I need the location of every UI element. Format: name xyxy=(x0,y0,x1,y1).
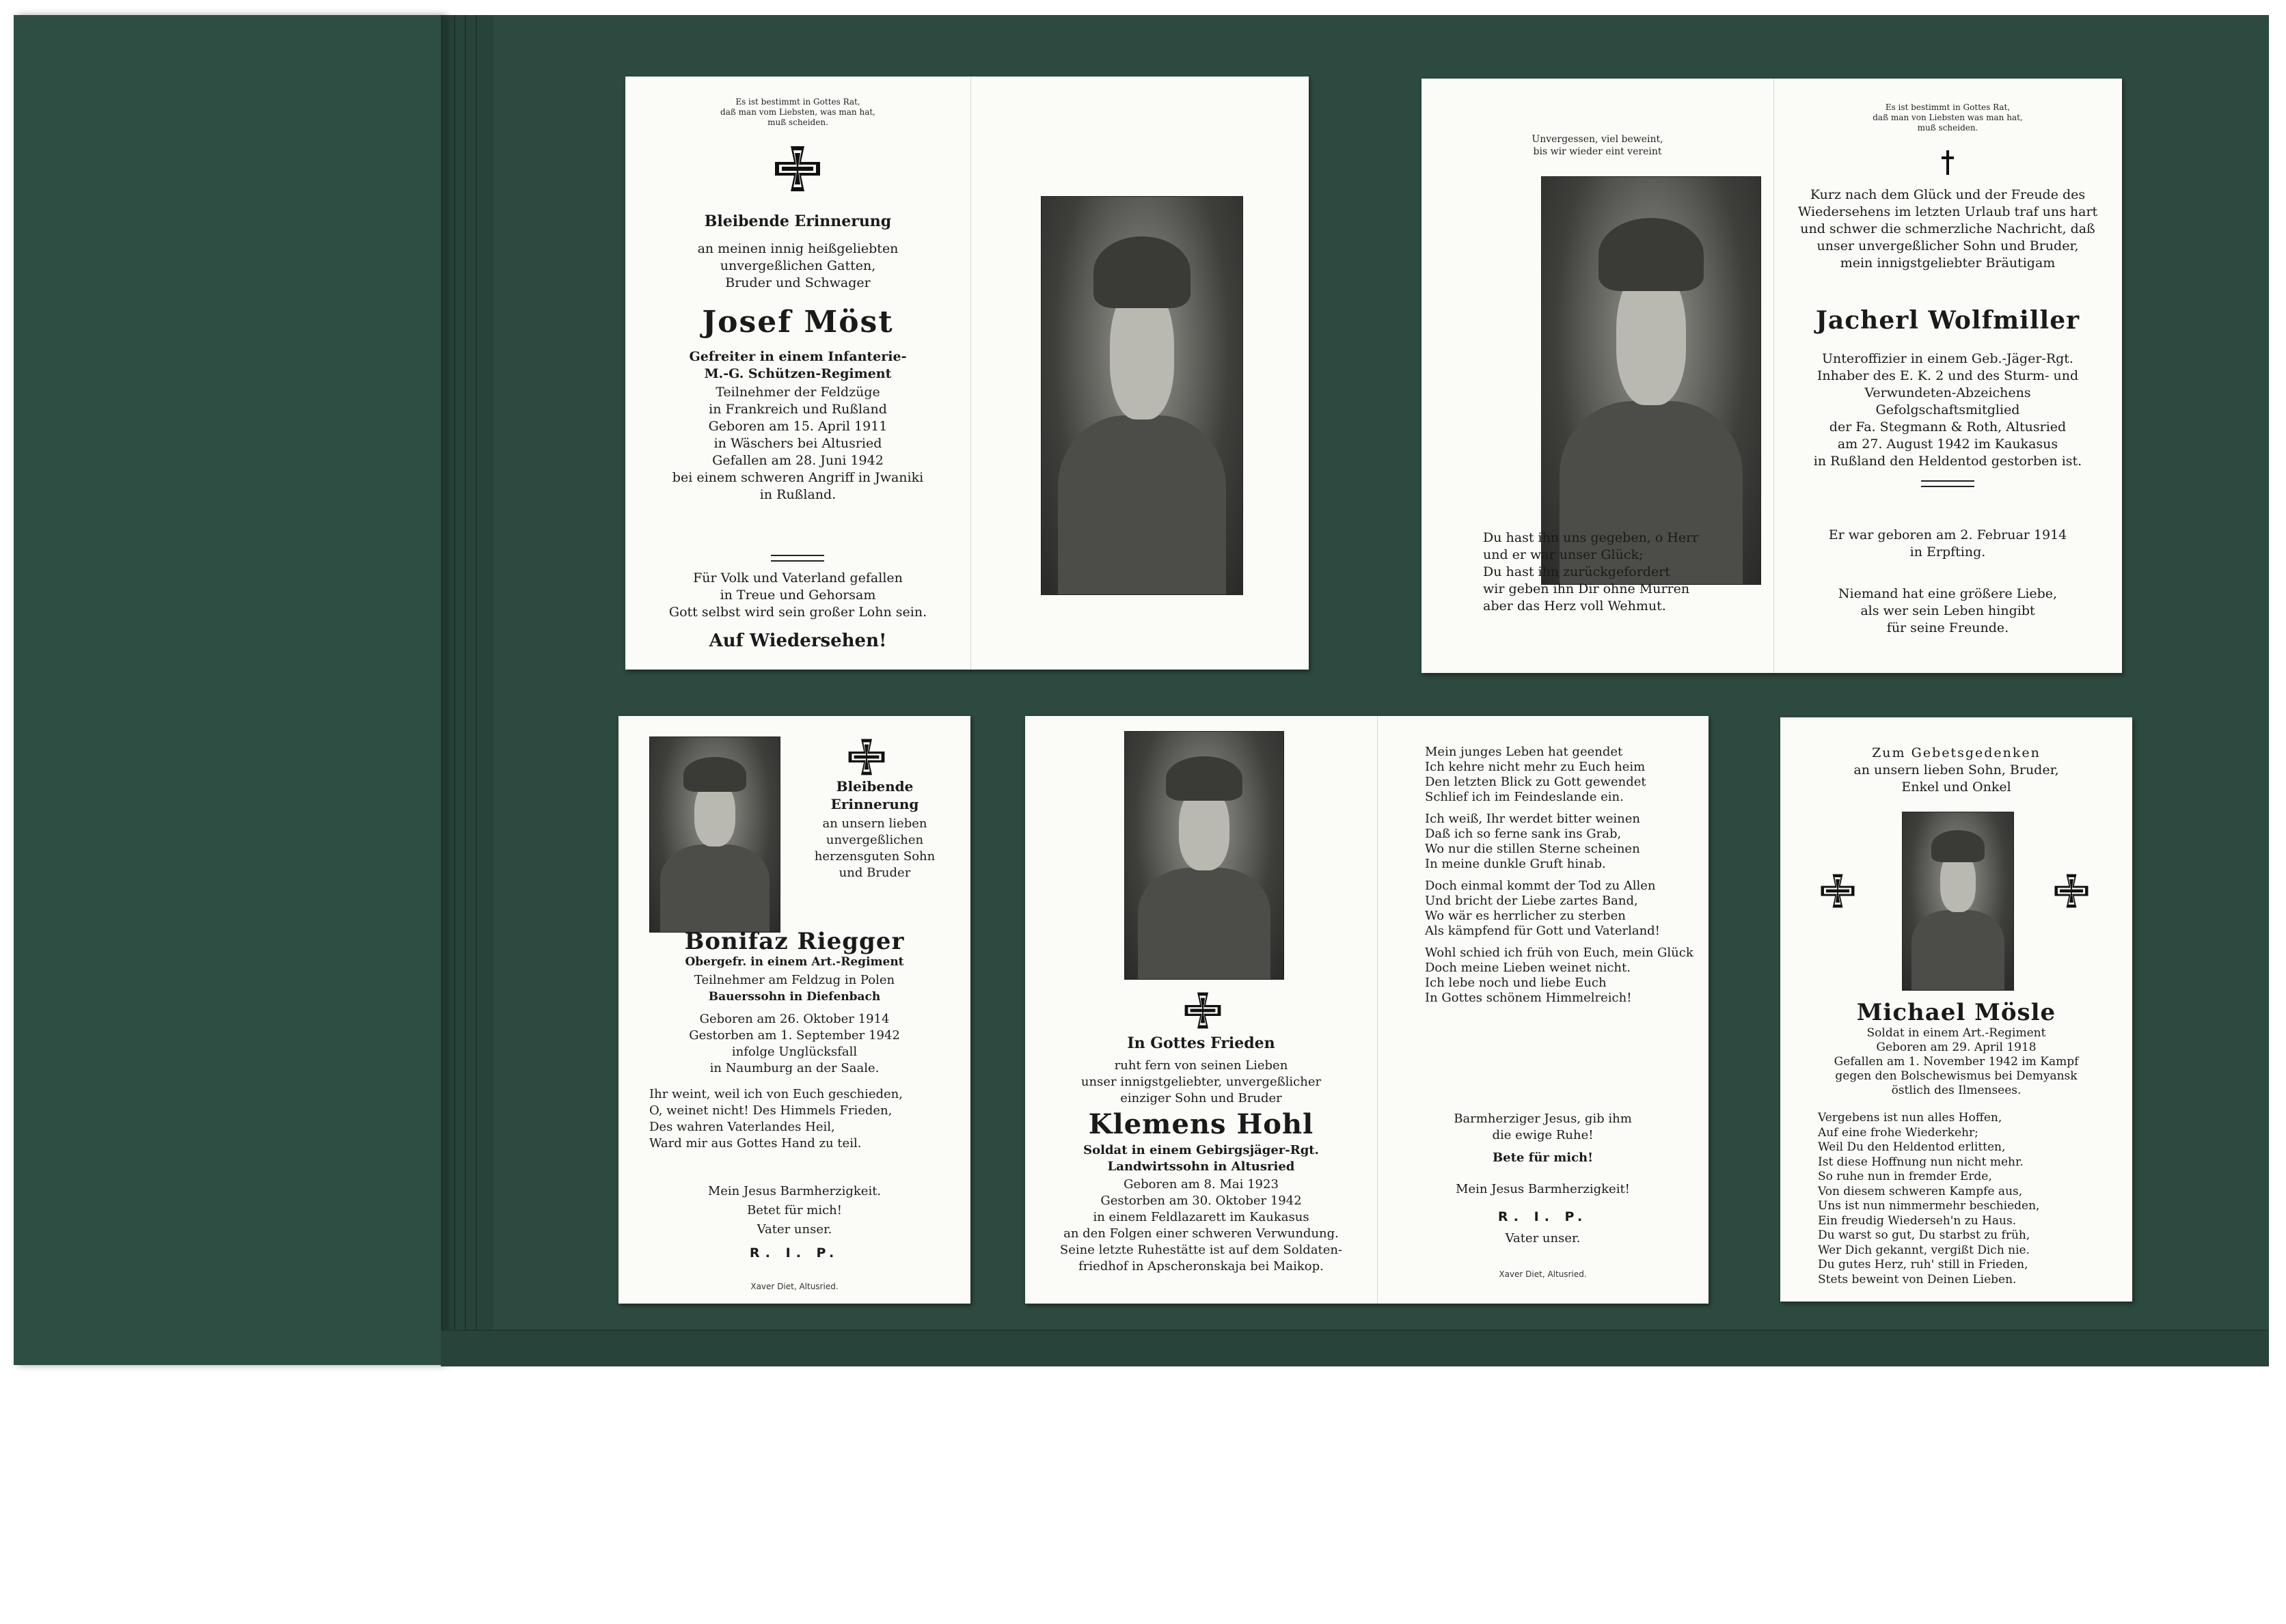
detail-line: Gefolgschaftsmitglied xyxy=(1875,402,2020,417)
rank-line: M.-G. Schützen-Regiment xyxy=(704,366,892,381)
detail-line: Soldat in einem Art.-Regiment xyxy=(1866,1026,2046,1040)
poem-line: Wohl schied ich früh von Euch, mein Glück xyxy=(1425,946,1693,960)
album-bottom-edge xyxy=(441,1330,2269,1366)
intro-line: einziger Sohn und Bruder xyxy=(1120,1091,1282,1105)
card-born xyxy=(1773,527,2122,561)
card-prayer xyxy=(1377,1111,1709,1144)
card-intro xyxy=(793,816,957,881)
detail-line: Geboren am 29. April 1918 xyxy=(1876,1041,2037,1054)
born-line: in Erpfting. xyxy=(1909,545,1986,560)
verse-line: Von diesem schweren Kampfe aus, xyxy=(1818,1184,2023,1198)
card-campaign: Teilnehmer am Feldzug in Polen xyxy=(694,973,895,987)
verse-line: Vergebens ist nun alles Hoffen, xyxy=(1818,1111,2002,1125)
card-closing xyxy=(625,570,970,621)
deceased-name: Michael Mösle xyxy=(1856,999,2056,1026)
card-wolfmiller xyxy=(1421,79,2122,673)
detail-line: in Rußland den Heldentod gestorben ist. xyxy=(1813,454,2082,469)
card-motto xyxy=(1421,133,1773,158)
detail-line: in Frankreich und Rußland xyxy=(709,402,887,417)
spine-crease xyxy=(476,15,477,1365)
detail-line: Teilnehmer der Feldzüge xyxy=(716,385,880,400)
iron-cross-icon xyxy=(847,738,886,776)
album-spine xyxy=(446,15,493,1365)
verse-line: Du warst so gut, Du starbst zu früh, xyxy=(1818,1228,2030,1242)
intro-line: herzensguten Sohn xyxy=(814,849,936,864)
heading-line: Erinnerung xyxy=(830,796,919,812)
detail-line: Unteroffizier in einem Geb.-Jäger-Rgt. xyxy=(1822,351,2073,366)
rank-line: Gefreiter in einem Infanterie- xyxy=(689,349,907,364)
detail-line: infolge Unglücksfall xyxy=(731,1045,858,1059)
card-details xyxy=(625,384,970,504)
card-heading xyxy=(793,777,957,813)
detail-line: Gefallen am 1. November 1942 im Kampf xyxy=(1834,1055,2079,1069)
rank-line: Landwirtssohn in Altusried xyxy=(1107,1159,1295,1174)
detail-line: östlich des Ilmensees. xyxy=(1891,1084,2022,1097)
divider xyxy=(1921,480,1974,487)
card-occupation: Bauerssohn in Diefenbach xyxy=(708,990,881,1004)
paternoster: Vater unser. xyxy=(1505,1231,1581,1245)
card-intro xyxy=(1780,745,2132,796)
latin-cross-icon xyxy=(1940,150,1955,175)
closing-line: Gott selbst wird sein großer Lohn sein. xyxy=(668,605,927,620)
deceased-name: Klemens Hohl xyxy=(1088,1108,1314,1140)
card-details xyxy=(1777,350,2119,470)
verse-line: Auf eine frohe Wiederkehr; xyxy=(1818,1125,1978,1140)
card-intro xyxy=(1025,1058,1377,1107)
card-rank: Obergefr. in einem Art.-Regiment xyxy=(685,955,904,969)
verse-line: wir geben ihn Dir ohne Murren xyxy=(1483,581,1690,596)
card-motto xyxy=(625,97,970,128)
card-hohl xyxy=(1025,716,1709,1304)
closing-line: für seine Freunde. xyxy=(1886,620,2009,635)
deceased-name: Jacherl Wolfmiller xyxy=(1815,306,2080,335)
card-closing xyxy=(1773,586,2122,637)
verse-line: Ist diese Hoffnung nun nicht mehr. xyxy=(1818,1155,2024,1169)
card-fold xyxy=(1773,79,1774,673)
iron-cross-icon xyxy=(774,145,821,193)
verse-line: Weil Du den Heldentod erlitten, xyxy=(1818,1140,2006,1154)
motto-line: muß scheiden. xyxy=(767,118,828,127)
detail-line: gegen den Bolschewismus bei Demyansk xyxy=(1835,1069,2078,1083)
card-intro xyxy=(625,240,970,292)
poem-line: Als kämpfend für Gott und Vaterland! xyxy=(1425,924,1660,938)
detail-line: bei einem schweren Angriff in Jwaniki xyxy=(672,470,924,485)
poem-line: Mein junges Leben hat geendet xyxy=(1425,745,1623,759)
card-verse xyxy=(1818,1111,2112,1287)
card-fold xyxy=(970,77,971,670)
card-rank xyxy=(1025,1142,1377,1175)
detail-line: Gestorben am 30. Oktober 1942 xyxy=(1100,1194,1302,1208)
card-heading: In Gottes Frieden xyxy=(1127,1034,1275,1052)
card-moesle xyxy=(1780,717,2132,1302)
closing-line: Niemand hat eine größere Liebe, xyxy=(1838,586,2058,601)
intro-line: Zum Gebetsgedenken xyxy=(1872,745,2041,760)
card-details xyxy=(1780,1026,2132,1098)
poem-line: Wo nur die stillen Sterne scheinen xyxy=(1425,842,1640,856)
detail-line: in Wäschers bei Altusried xyxy=(713,436,882,451)
poem-line: Wo wär es herrlicher zu sterben xyxy=(1425,909,1626,923)
intro-line: unvergeßlichen Gatten, xyxy=(720,258,876,273)
intercession: Mein Jesus Barmherzigkeit! xyxy=(1456,1182,1630,1196)
printer-credit: Xaver Diet, Altusried. xyxy=(750,1282,839,1291)
rip-text: R. I. P. xyxy=(749,1245,840,1261)
detail-line: Geboren am 8. Mai 1923 xyxy=(1124,1177,1279,1192)
motto-line: muß scheiden. xyxy=(1917,123,1978,133)
closing-line: als wer sein Leben hingibt xyxy=(1860,603,2035,618)
intro-line: mein innigstgeliebter Bräutigam xyxy=(1840,256,2056,271)
card-details xyxy=(618,1011,970,1077)
intro-line: an unsern lieben xyxy=(822,816,927,831)
detail-line: Geboren am 26. Oktober 1914 xyxy=(699,1012,890,1026)
verse-line: Uns ist nun nimmermehr beschieden, xyxy=(1818,1199,2040,1213)
intro-line: und schwer die schmerzliche Nachricht, daß xyxy=(1800,221,2095,236)
portrait-photo xyxy=(1041,196,1243,595)
stanza-gap xyxy=(1425,872,1698,879)
intro-line: und Bruder xyxy=(839,866,911,880)
verse-line: Ihr weint, weil ich von Euch geschieden, xyxy=(649,1087,903,1101)
detail-line: Gefallen am 28. Juni 1942 xyxy=(712,453,884,468)
motto-line: Unvergessen, viel beweint, xyxy=(1532,134,1663,145)
poem-line: In Gottes schönem Himmelreich! xyxy=(1425,991,1632,1005)
verse-line: O, weinet nicht! Des Himmels Frieden, xyxy=(649,1103,893,1118)
detail-line: Seine letzte Ruhestätte ist auf dem Soldaten- xyxy=(1059,1243,1343,1257)
prayer-line: Vater unser. xyxy=(757,1222,832,1237)
motto-line: daß man vom Liebsten, was man hat, xyxy=(720,107,875,117)
poem-line: Schlief ich im Feindeslande ein. xyxy=(1425,790,1624,804)
motto-line: Es ist bestimmt in Gottes Rat, xyxy=(735,97,860,107)
verse-line: Du hast ihn zurückgefordert xyxy=(1483,564,1670,579)
detail-line: Inhaber des E. K. 2 und des Sturm- und xyxy=(1816,368,2079,383)
deceased-name: Josef Möst xyxy=(702,305,894,340)
verse-line: Du gutes Herz, ruh' still in Frieden, xyxy=(1818,1258,2028,1271)
poem-line: Ich lebe noch und liebe Euch xyxy=(1425,976,1607,990)
detail-line: Verwundeten-Abzeichens xyxy=(1864,385,2031,400)
spine-crease xyxy=(465,15,466,1365)
portrait-photo xyxy=(649,737,780,933)
card-verse xyxy=(1483,529,1756,615)
poem-line: Den letzten Blick zu Gott gewendet xyxy=(1425,775,1646,789)
divider xyxy=(771,555,824,562)
card-motto xyxy=(1773,102,2122,133)
motto-line: bis wir wieder eint vereint xyxy=(1533,146,1662,157)
card-heading: Bleibende Erinnerung xyxy=(704,212,892,230)
intro-line: an meinen innig heißgeliebten xyxy=(697,241,899,256)
poem-line: Doch einmal kommt der Tod zu Allen xyxy=(1425,879,1656,893)
intro-line: an unsern lieben Sohn, Bruder, xyxy=(1853,762,2059,777)
card-verse xyxy=(649,1086,950,1152)
closing-line: Für Volk und Vaterland gefallen xyxy=(693,570,903,586)
intro-line: Wiedersehens im letzten Urlaub traf uns hart xyxy=(1797,204,2098,219)
poem-line: Daß ich so ferne sank ins Grab, xyxy=(1425,827,1622,841)
heading-line: Bleibende xyxy=(836,778,914,795)
card-moest xyxy=(625,77,1309,670)
detail-line: am 27. August 1942 im Kaukasus xyxy=(1837,437,2058,452)
motto-line: Es ist bestimmt in Gottes Rat, xyxy=(1885,102,2011,112)
printer-credit: Xaver Diet, Altusried. xyxy=(1499,1269,1587,1279)
prayer-line: Barmherziger Jesus, gib ihm xyxy=(1454,1112,1632,1126)
stanza-gap xyxy=(1425,939,1698,946)
portrait-photo xyxy=(1124,731,1284,980)
spine-crease xyxy=(454,15,455,1365)
portrait-photo xyxy=(1902,812,2014,991)
intro-line: ruht fern von seinen Lieben xyxy=(1114,1058,1288,1073)
album-left-cover xyxy=(14,15,444,1365)
prayer-line: Betet für mich! xyxy=(746,1203,843,1217)
verse-line: Stets beweint von Deinen Lieben. xyxy=(1818,1272,2017,1286)
poem-line: Doch meine Lieben weinet nicht. xyxy=(1425,961,1631,975)
detail-line: in Rußland. xyxy=(759,487,836,502)
iron-cross-icon xyxy=(2054,873,2089,909)
portrait-photo xyxy=(1541,176,1761,585)
intro-line: unser innigstgeliebter, unvergeßlicher xyxy=(1080,1075,1322,1089)
card-details xyxy=(1025,1176,1377,1275)
stanza-gap xyxy=(1425,805,1698,812)
poem-line: In meine dunkle Gruft hinab. xyxy=(1425,857,1606,871)
detail-line: in einem Feldlazarett im Kaukasus xyxy=(1093,1210,1309,1224)
card-rank xyxy=(625,348,970,383)
motto-line: daß man von Liebsten was man hat, xyxy=(1873,113,2023,122)
born-line: Er war geboren am 2. Februar 1914 xyxy=(1828,527,2067,542)
prayer-line: Mein Jesus Barmherzigkeit. xyxy=(707,1184,882,1198)
prayer-line: die ewige Ruhe! xyxy=(1492,1128,1594,1142)
verse-line: Wer Dich gekannt, vergißt Dich nie. xyxy=(1818,1243,2030,1257)
poem-line: Ich kehre nicht mehr zu Euch heim xyxy=(1425,760,1646,774)
detail-line: an den Folgen einer schweren Verwundung. xyxy=(1063,1226,1339,1241)
detail-line: in Naumburg an der Saale. xyxy=(709,1061,880,1075)
card-riegger xyxy=(618,716,970,1304)
iron-cross-icon xyxy=(1184,991,1222,1030)
verse-line: Des wahren Vaterlandes Heil, xyxy=(649,1120,835,1134)
intro-line: Kurz nach dem Glück und der Freude des xyxy=(1810,187,2086,202)
card-intro xyxy=(1784,187,2112,272)
poem-line: Ich weiß, Ihr werdet bitter weinen xyxy=(1425,812,1640,826)
detail-line: Geboren am 15. April 1911 xyxy=(708,419,888,434)
deceased-name: Bonifaz Riegger xyxy=(684,928,905,955)
intro-line: unser unvergeßlicher Sohn und Bruder, xyxy=(1816,238,2079,253)
iron-cross-icon xyxy=(1820,873,1855,909)
verse-line: aber das Herz voll Wehmut. xyxy=(1483,598,1666,614)
verse-line: Ein freudig Wiederseh'n zu Haus. xyxy=(1818,1213,2017,1228)
verse-line: So ruhe nun in fremder Erde, xyxy=(1818,1170,1992,1183)
card-farewell: Auf Wiedersehen! xyxy=(709,631,887,651)
detail-line: Gestorben am 1. September 1942 xyxy=(689,1028,900,1043)
intro-line: Bruder und Schwager xyxy=(725,275,871,290)
poem-line: Und bricht der Liebe zartes Band, xyxy=(1425,894,1638,908)
verse-line: Ward mir aus Gottes Hand zu teil. xyxy=(649,1136,862,1151)
intro-line: unvergeßlichen xyxy=(826,833,924,847)
detail-line: friedhof in Apscheronskaja bei Maikop. xyxy=(1078,1259,1324,1274)
verse-line: und er war unser Glück; xyxy=(1483,547,1644,562)
verse-line: Du hast ihn uns gegeben, o Herr xyxy=(1483,530,1699,545)
detail-line: der Fa. Stegmann & Roth, Altusried xyxy=(1829,419,2067,435)
intro-line: Enkel und Onkel xyxy=(1901,780,2011,795)
closing-line: in Treue und Gehorsam xyxy=(720,588,876,603)
pray-for-me: Bete für mich! xyxy=(1492,1151,1594,1165)
rip-text: R. I. P. xyxy=(1497,1209,1588,1224)
card-prayer xyxy=(618,1182,970,1239)
rank-line: Soldat in einem Gebirgsjäger-Rgt. xyxy=(1083,1143,1319,1157)
card-poem xyxy=(1425,745,1698,1006)
